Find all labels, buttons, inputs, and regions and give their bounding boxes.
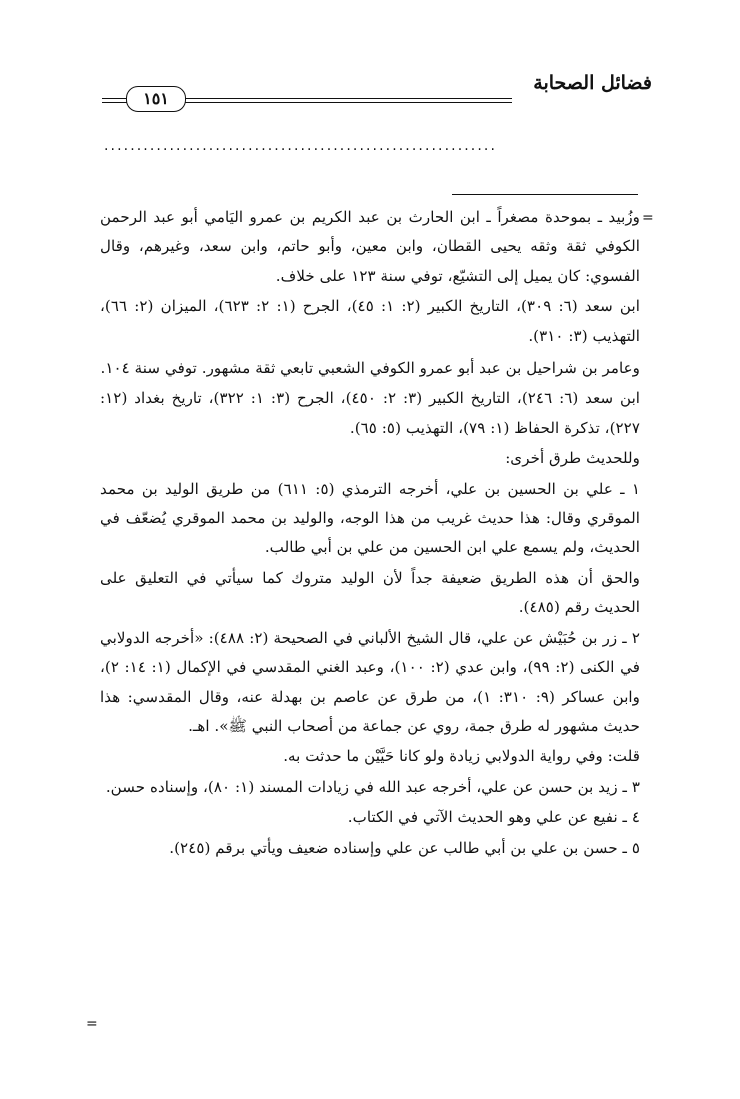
footnote-rule <box>452 194 638 195</box>
paragraph-zubaid: وزُبيد ـ بموحدة مصغراً ـ ابن الحارث بن عبد الكريم بن عمرو اليَامي أبو عبد الرحمن الكوفي ثقة وثقه يحيى القطان، وابن معين، وأبو حاتم، وابن سعد، وغيرهم، وقال الفسوي: كان يميل إلى التشيّع، توفي سنة ١٢٣ على خلاف. <box>100 208 640 285</box>
page-header <box>100 72 652 112</box>
dotted-separator: ............................................................ <box>104 138 498 154</box>
paragraph-amir: وعامر بن شراحيل بن عبد أبو عمرو الكوفي الشعبي تابعي ثقة مشهور. توفي سنة ١٠٤. <box>100 359 640 378</box>
book-title: فضائل الصحابة <box>533 72 652 94</box>
paragraph-route-1-note: والحق أن هذه الطريق ضعيفة جداً لأن الوليد متروك كما سيأتي في التعليق على الحديث رقم (٤٨٥). <box>100 568 640 617</box>
paragraph-other-routes: وللحديث طرق أخرى: <box>505 449 640 468</box>
paragraph-route-2: ٢ ـ زر بن حُبَيْش عن علي، قال الشيخ الألباني في الصحيحة (٢: ٤٨٨): «أخرجه الدولابي في الكنى (٢: ٩٩)، وابن عدي (٢: ١٠٠)، وعبد الغني المقدسي في الإكمال (١: ١٤: ٢)، وابن عساكر (٩: ٣١٠: ١)، من طرق عن عاصم بن بهدلة عنه، وقال المقدسي: هذا حديث مشهور له طرق جمة، روي عن جماعة من أصحاب النبي ﷺ». اهـ. <box>100 628 640 735</box>
paragraph-route-1: ١ ـ علي بن الحسين بن علي، أخرجه الترمذي (٥: ٦١١) من طريق الوليد بن محمد الموقري وقال: هذا حديث غريب من هذا الوجه، والوليد بن محمد الموقري يُضعّف في الحديث، ولم يسمع علي ابن الحسين من علي بن أبي طالب. <box>100 479 641 557</box>
continuation-mark-bottom: = <box>86 1016 98 1032</box>
continuation-mark-top: = <box>642 210 654 226</box>
paragraph-route-5: ٥ ـ حسن بن علي بن أبي طالب عن علي وإسناده ضعيف ويأتي برقم (٢٤٥). <box>169 838 640 857</box>
paragraph-zubaid-refs: ابن سعد (٦: ٣٠٩)، التاريخ الكبير (٢: ١: ٤٥)، الجرح (١: ٢: ٦٢٣)، الميزان (٢: ٦٦)، التهذيب (٣: ٣١٠). <box>100 297 640 345</box>
paragraph-route-4: ٤ ـ نفيع عن علي وهو الحديث الآتي في الكتاب. <box>347 808 640 827</box>
page-number: ١٥١ <box>126 86 186 112</box>
paragraph-comment: قلت: وفي رواية الدولابي زيادة ولو كانا حَيَّيْن ما حدثت به. <box>283 747 640 766</box>
paragraph-route-3: ٣ ـ زيد بن حسن عن علي، أخرجه عبد الله في زيادات المسند (١: ٨٠)، وإسناده حسن. <box>105 777 640 796</box>
footnote-text <box>100 203 640 864</box>
paragraph-amir-refs: ابن سعد (٦: ٢٤٦)، التاريخ الكبير (٣: ٢: ٤٥٠)، الجرح (٣: ١: ٣٢٢)، تاريخ بغداد (١٢: ٢٢٧)، تذكرة الحفاظ (١: ٧٩)، التهذيب (٥: ٦٥). <box>100 389 641 437</box>
